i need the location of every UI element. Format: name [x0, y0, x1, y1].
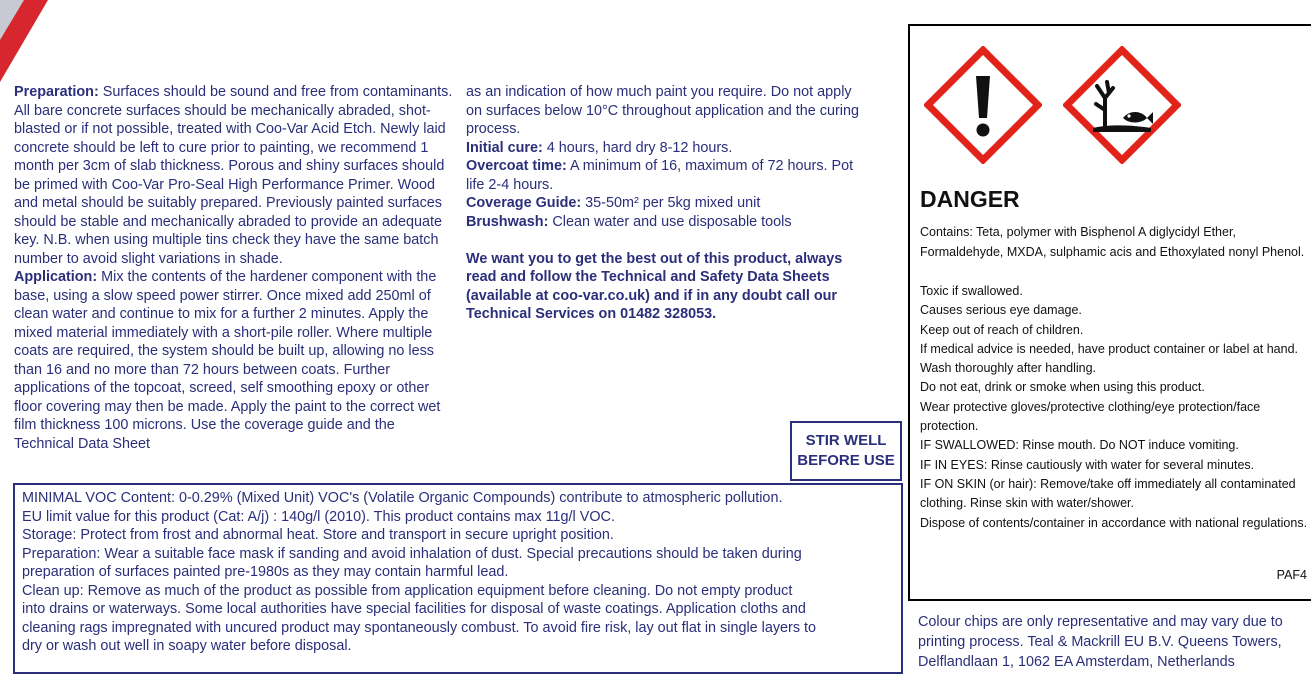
info-line: Storage: Protect from frost and abnormal heat. Store and transport in secure upright position.	[22, 527, 614, 543]
hazard-statement: Dispose of contents/container in accordance with national regulations.	[920, 515, 1308, 530]
contains-text: Contains: Teta, polymer with Bisphenol A diglycidyl Ether, Formaldehyde, MXDA, sulphamic acis and Ethoxylated nonyl Phenol.	[920, 225, 1305, 259]
hazard-statement: Causes serious eye damage.	[920, 303, 1082, 318]
continuation-text: as an indication of how much paint you require. Do not apply on surfaces below 10°C throughout application and the curing process.	[466, 84, 859, 137]
hazard-panel	[908, 24, 1311, 601]
colour-disclaimer: Colour chips are only representative and may vary due to printing process. Teal & Mackrill EU B.V. Queens Towers, Delflandlaan 1, 1062 EA Amsterdam, Netherlands	[918, 614, 1283, 670]
technical-advice: We want you to get the best out of this product, always read and follow the Technical and Safety Data Sheets (available at coo-var.co.uk) and if in any doubt call our Technical Services on 01482 328053.	[466, 250, 843, 322]
info-line: preparation of surfaces painted pre-1980s as they may contain harmful lead.	[22, 564, 509, 580]
application-label: Application:	[14, 269, 98, 285]
brushwash-label: Brushwash:	[466, 213, 549, 230]
product-code: PAF4	[1276, 568, 1307, 582]
coverage-label: Coverage Guide:	[466, 195, 582, 211]
initial-cure-text: 4 hours, hard dry 8-12 hours.	[542, 139, 733, 156]
overcoat-label: Overcoat time:	[466, 158, 567, 174]
danger-signal-word: DANGER	[920, 186, 1020, 212]
hazard-statement: Wash thoroughly after handling.	[920, 361, 1097, 376]
coverage-text: 35-50m² per 5kg mixed unit	[581, 195, 761, 211]
info-line: EU limit value for this product (Cat: A/j) : 140g/l (2010). This product contains max 11g/l VOC.	[22, 508, 615, 525]
corner-accent	[0, 0, 50, 85]
coverage-line	[466, 194, 866, 213]
instructions-mid-column	[466, 83, 866, 324]
environment-hazard-icon	[1063, 46, 1181, 164]
stir-well-notice	[790, 421, 902, 481]
overcoat-line	[466, 157, 866, 194]
voc-storage-info-box	[13, 483, 903, 674]
info-line: Preparation: Wear a suitable face mask if sanding and avoid inhalation of dust. Special precautions should be taken during	[22, 545, 802, 562]
info-line: cleaning rags impregnated with uncured product may spontaneously combust. To avoid fire risk, lay out flat in single layers to	[22, 619, 817, 636]
hazard-statement: IF ON SKIN (or hair): Remove/take off immediately all contaminated clothing. Rinse skin with water/shower.	[920, 476, 1296, 511]
hazard-statement: IF SWALLOWED: Rinse mouth. Do NOT induce vomiting.	[920, 438, 1239, 453]
hazard-statement: Toxic if swallowed.	[920, 284, 1023, 298]
hazard-statement: Wear protective gloves/protective clothing/eye protection/face protection.	[920, 399, 1261, 434]
info-line: MINIMAL VOC Content: 0-0.29% (Mixed Unit) VOC's (Volatile Organic Compounds) contribute to atmospheric pollution.	[22, 490, 783, 506]
info-line: into drains or waterways. Some local authorities have special facilities for disposal of waste coatings. Application cloths and	[22, 601, 806, 617]
instructions-left-column	[14, 83, 454, 453]
hazard-statement: Keep out of reach of children.	[920, 322, 1084, 337]
hazard-statement: IF IN EYES: Rinse cautiously with water for several minutes.	[920, 457, 1255, 472]
hazard-statement: Do not eat, drink or smoke when using this product.	[920, 380, 1205, 395]
preparation-label: Preparation:	[14, 84, 99, 100]
brushwash-text: Clean water and use disposable tools	[548, 213, 792, 230]
hazard-statements	[920, 282, 1311, 533]
overcoat-text: A minimum of 16, maximum of 72 hours. Pot life 2-4 hours.	[466, 158, 854, 193]
exclamation-mark-icon	[924, 46, 1042, 164]
info-line: dry or wash out well in soapy water before disposal.	[22, 638, 352, 654]
stir-line-1: STIR WELL	[805, 432, 887, 449]
info-line: Clean up: Remove as much of the product as possible from application equipment before cleaning. Do not empty product	[22, 582, 793, 599]
initial-cure-label: Initial cure:	[466, 139, 543, 156]
initial-cure-line	[466, 139, 866, 158]
application-text: Mix the contents of the hardener component with the base, using a slow speed power stirrer. Once mixed add 250ml of clean water and continue to mix for a further 2 minutes. Apply the mixed material immediately with a short-pile roller. Where multiple coats are required, the system should be built up, allowing no less than 16 and no more than 72 hours between coats. Further applications of the topcoat, screed, self smoothing epoxy or other floor covering may then be made. Apply the paint to the correct wet film thickness 100 microns. Use the coverage guide and the Technical Data Sheet	[14, 269, 441, 452]
brushwash-line	[466, 213, 866, 232]
stir-line-2: BEFORE USE	[797, 452, 895, 469]
preparation-text: Surfaces should be sound and free from contaminants. All bare concrete surfaces should be mechanically abraded, shot-blasted or if not possible, treated with Coo-Var Acid Etch. Newly laid concrete should be left to cure prior to painting, we recommend 1 month per 3cm of slab thickness. Porous and shiny surfaces should be primed with Coo-Var Pro-Seal High Performance Primer. Wood and metal should be suitably prepared. Previously painted surfaces should be stable and mechanically abraded to provide an adequate key. N.B. when using multiple tins check they have the same batch number to avoid slight variations in shade.	[14, 84, 453, 267]
hazard-statement: If medical advice is needed, have product container or label at hand.	[920, 341, 1299, 356]
